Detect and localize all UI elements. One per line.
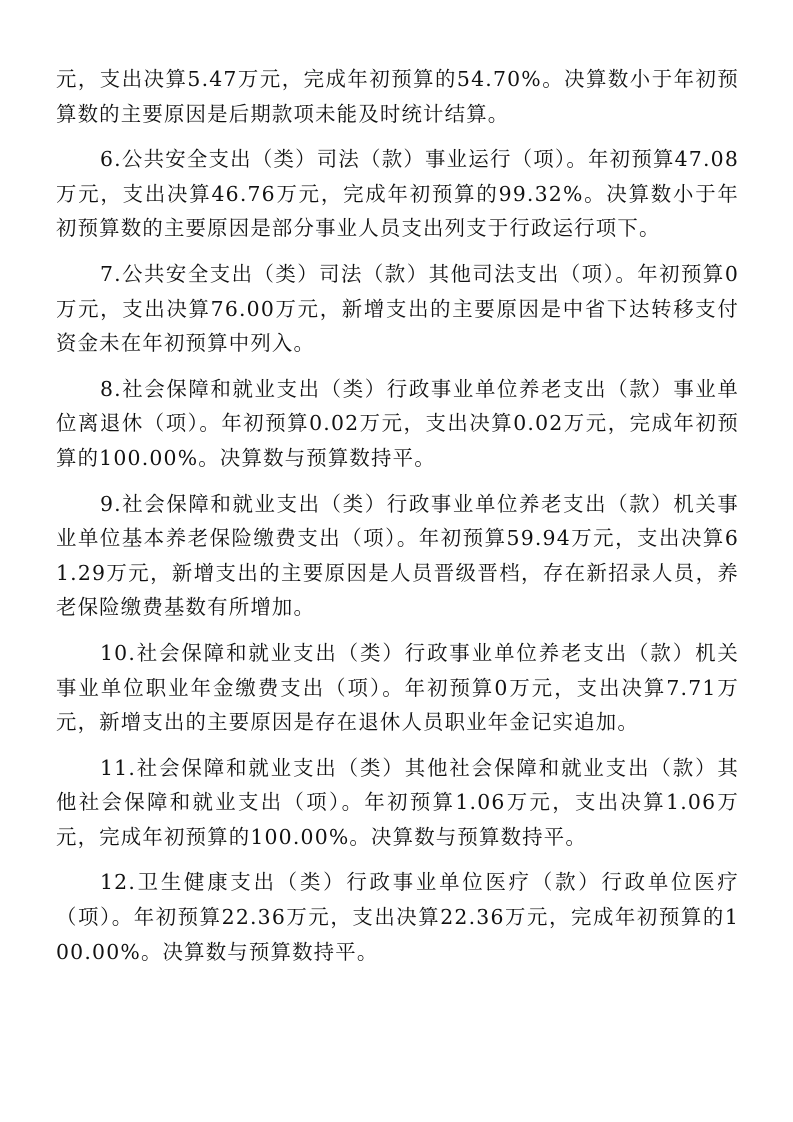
paragraph-item-10: 10.社会保障和就业支出（类）行政事业单位养老支出（款）机关事业单位职业年金缴费支出（项）。年初预算0万元，支出决算7.71万元，新增支出的主要原因是存在退休人员职业年金记实追加。 bbox=[56, 640, 739, 735]
paragraph-item-6: 6.公共安全支出（类）司法（款）事业运行（项）。年初预算47.08万元，支出决算46.76万元，完成年初预算的99.32%。决算数小于年初预算数的主要原因是部分事业人员支出列支于行政运行项下。 bbox=[56, 147, 739, 241]
paragraph-item-7: 7.公共安全支出（类）司法（款）其他司法支出（项）。年初预算0万元，支出决算76.00万元，新增支出的主要原因是中省下达转移支付资金未在年初预算中列入。 bbox=[56, 261, 739, 356]
paragraph-item-9: 9.社会保障和就业支出（类）行政事业单位养老支出（款）机关事业单位基本养老保险缴费支出（项）。年初预算59.94万元，支出决算61.29万元，新增支出的主要原因是人员晋级晋档，存在新招录人员，养老保险缴费基数有所增加。 bbox=[56, 491, 739, 620]
paragraph-item-8: 8.社会保障和就业支出（类）行政事业单位养老支出（款）事业单位离退休（项）。年初预算0.02万元，支出决算0.02万元，完成年初预算的100.00%。决算数与预算数持平。 bbox=[56, 376, 739, 470]
paragraph-item-12: 12.卫生健康支出（类）行政事业单位医疗（款）行政单位医疗（项）。年初预算22.36万元，支出决算22.36万元，完成年初预算的100.00%。决算数与预算数持平。 bbox=[56, 870, 739, 964]
paragraph-item-11: 11.社会保障和就业支出（类）其他社会保障和就业支出（款）其他社会保障和就业支出（项）。年初预算1.06万元，支出决算1.06万元，完成年初预算的100.00%。决算数与预算数持平。 bbox=[56, 755, 739, 849]
paragraph-continuation: 元，支出决算5.47万元，完成年初预算的54.70%。决算数小于年初预算数的主要原因是后期款项未能及时统计结算。 bbox=[56, 67, 739, 126]
